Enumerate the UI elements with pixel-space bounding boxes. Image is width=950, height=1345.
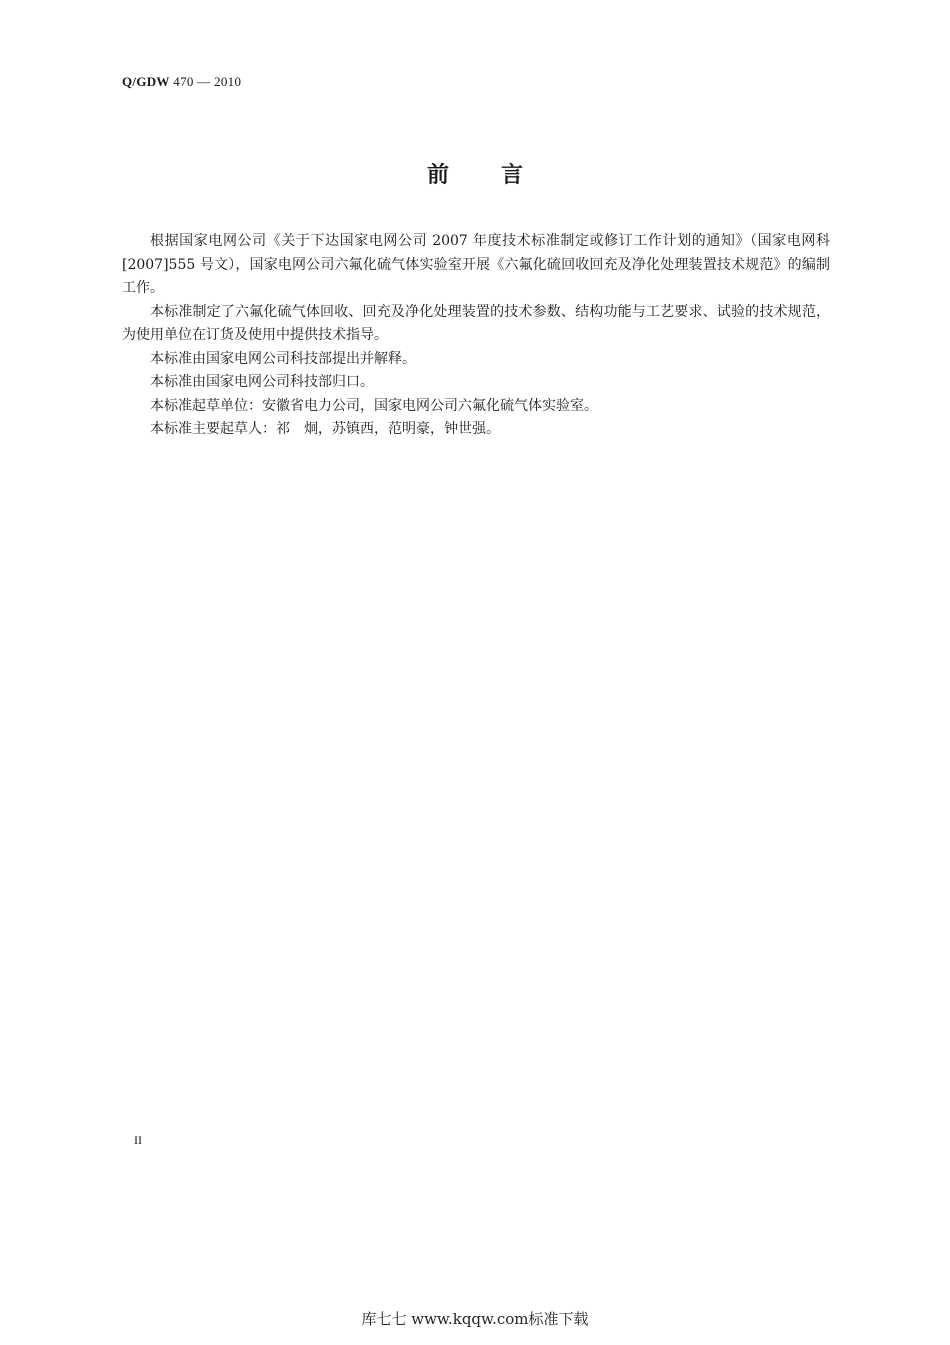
paragraph-drafters: 本标准主要起草人：祁 炯，苏镇西，范明豪，钟世强。 — [150, 421, 500, 437]
download-footer: 库七七 www.kqqw.com标准下载 — [361, 1310, 589, 1328]
page-title: 前言 — [426, 163, 575, 188]
paragraph-drafting-units: 本标准起草单位：安徽省电力公司，国家电网公司六氟化硫气体实验室。 — [150, 397, 598, 414]
standard-code: Q/GDW — [122, 74, 170, 89]
document-header — [122, 74, 241, 90]
page-number: II — [134, 1133, 142, 1147]
paragraph-proposed-by: 本标准由国家电网公司科技部提出并解释。 — [150, 350, 416, 367]
standard-number: 470 — 2010 — [169, 74, 242, 89]
paragraph-background: 根据国家电网公司《关于下达国家电网公司 2007 年度技术标准制定或修订工作计划的通知》（国家电网科[2007]555 号文），国家电网公司六氟化硫气体实验室开展《六氟化硫回收回充及净化处理装置技术规范》的编制工作。 — [122, 233, 830, 296]
paragraph-centralized-by: 本标准由国家电网公司科技部归口。 — [150, 374, 374, 390]
foreword-body — [122, 230, 830, 442]
paragraph-scope: 本标准制定了六氟化硫气体回收、回充及净化处理装置的技术参数、结构功能与工艺要求、试验的技术规范，为使用单位在订货及使用中提供技术指导。 — [122, 303, 830, 343]
